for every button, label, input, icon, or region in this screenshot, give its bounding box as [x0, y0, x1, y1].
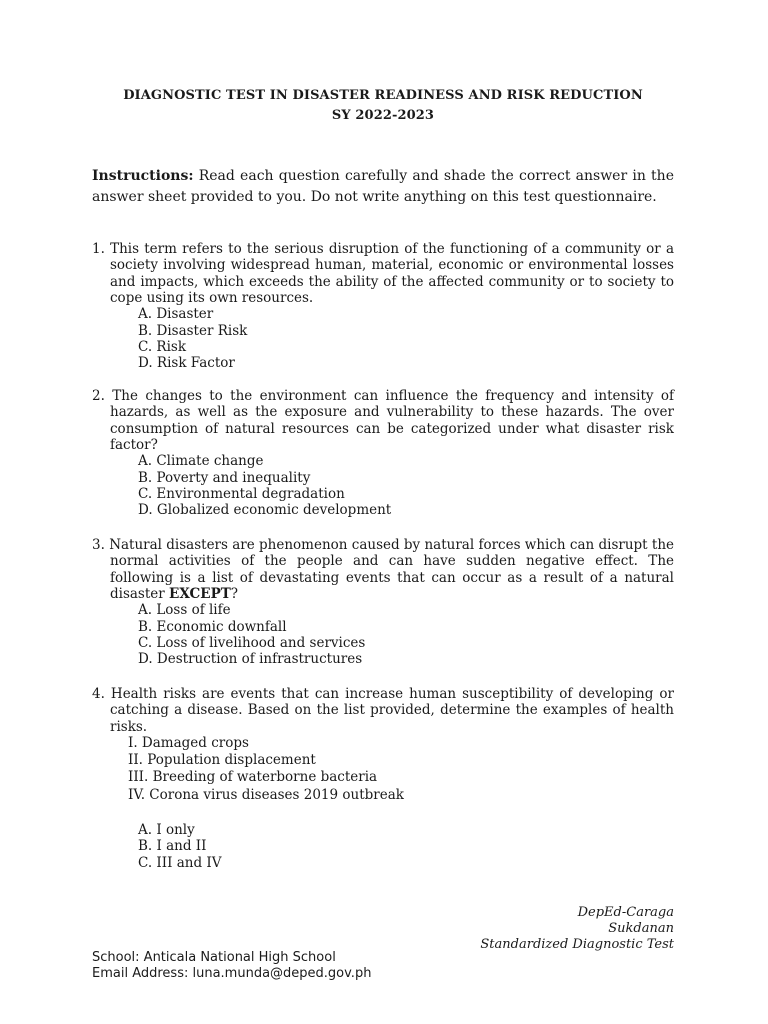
instructions-text: Read each question carefully and shade the correct answer in the answer sheet provided to you. Do not write anything on this test questionnaire. — [92, 168, 674, 205]
question-3 — [92, 537, 674, 668]
item-ii: II. Population displacement — [128, 752, 316, 769]
choice-list — [92, 822, 674, 871]
question-number: 2. — [92, 388, 105, 404]
question-text: This term refers to the serious disruption of the functioning of a community or a society involving widespread human, material, economic or environmental losses and impacts, which exceeds the ability of the affected community or to society to cope using its own resources. — [110, 241, 674, 306]
question-stem — [92, 388, 674, 453]
footer-email: Email Address: luna.munda@deped.gov.ph — [92, 965, 372, 981]
question-4 — [92, 686, 674, 871]
choice-b: B. Poverty and inequality — [138, 469, 311, 486]
choice-c: C. Loss of livelihood and services — [138, 635, 366, 651]
choice-d: D. Globalized economic development — [138, 502, 392, 519]
choice-d: D. Destruction of infrastructures — [138, 651, 363, 668]
footer-org: DepEd-Caraga — [577, 905, 674, 920]
choice-a: A. I only — [138, 821, 195, 838]
question-text: The changes to the environment can influence the frequency and intensity of hazards, as well as the exposure and vulnerability to these hazards. The over consumption of natural resources can be categorized under what disaster risk factor? — [110, 388, 674, 453]
choice-d: D. Risk Factor — [138, 355, 235, 372]
question-stem — [92, 686, 674, 735]
item-iv: IV. Corona virus diseases 2019 outbreak — [128, 786, 404, 803]
question-number: 3. — [92, 537, 105, 553]
question-number: 4. — [92, 686, 105, 702]
question-number: 1. — [92, 241, 105, 257]
item-i: I. Damaged crops — [128, 734, 249, 751]
page-title: DIAGNOSTIC TEST IN DISASTER READINESS AND RISK REDUCTION — [123, 88, 643, 103]
instructions-label: Instructions: — [92, 168, 194, 184]
footer-test-name: Standardized Diagnostic Test — [480, 937, 674, 952]
choice-list — [92, 306, 674, 372]
choice-a: A. Climate change — [138, 453, 264, 470]
question-mark: ? — [230, 585, 239, 602]
footer-school: School: Anticala National High School — [92, 950, 336, 965]
spacer — [92, 804, 674, 822]
choice-list — [92, 602, 674, 668]
choice-a: A. Disaster — [138, 306, 214, 323]
instructions — [92, 166, 674, 208]
question-2 — [92, 388, 674, 519]
choice-b: B. Disaster Risk — [138, 322, 248, 339]
choice-c: C. III and IV — [138, 854, 222, 871]
test-page — [92, 0, 674, 1024]
footer-credits — [480, 905, 674, 953]
choice-c: C. Risk — [138, 339, 187, 355]
choice-b: B. I and II — [138, 838, 207, 855]
item-list — [92, 735, 674, 804]
question-text: Natural disasters are phenomenon caused by natural forces which can disrupt the normal activities of the people and can have sudden negative effect. The following is a list of devastating events that can occur as a result of a natural disaster — [109, 537, 675, 602]
question-stem — [92, 241, 674, 306]
choice-b: B. Economic downfall — [138, 618, 287, 635]
footer-place: Sukdanan — [608, 921, 674, 936]
question-text: Health risks are events that can increase human susceptibility of developing or catching a disease. Based on the list provided, determine the examples of health risks. — [110, 686, 674, 735]
question-emphasis: EXCEPT — [169, 585, 231, 602]
choice-c: C. Environmental degradation — [138, 486, 345, 502]
footer-contact — [92, 950, 371, 981]
choice-list — [92, 453, 674, 519]
question-1 — [92, 241, 674, 372]
item-iii: III. Breeding of waterborne bacteria — [128, 769, 378, 786]
choice-a: A. Loss of life — [138, 602, 231, 619]
question-stem — [92, 537, 674, 602]
school-year: SY 2022-2023 — [331, 108, 435, 123]
